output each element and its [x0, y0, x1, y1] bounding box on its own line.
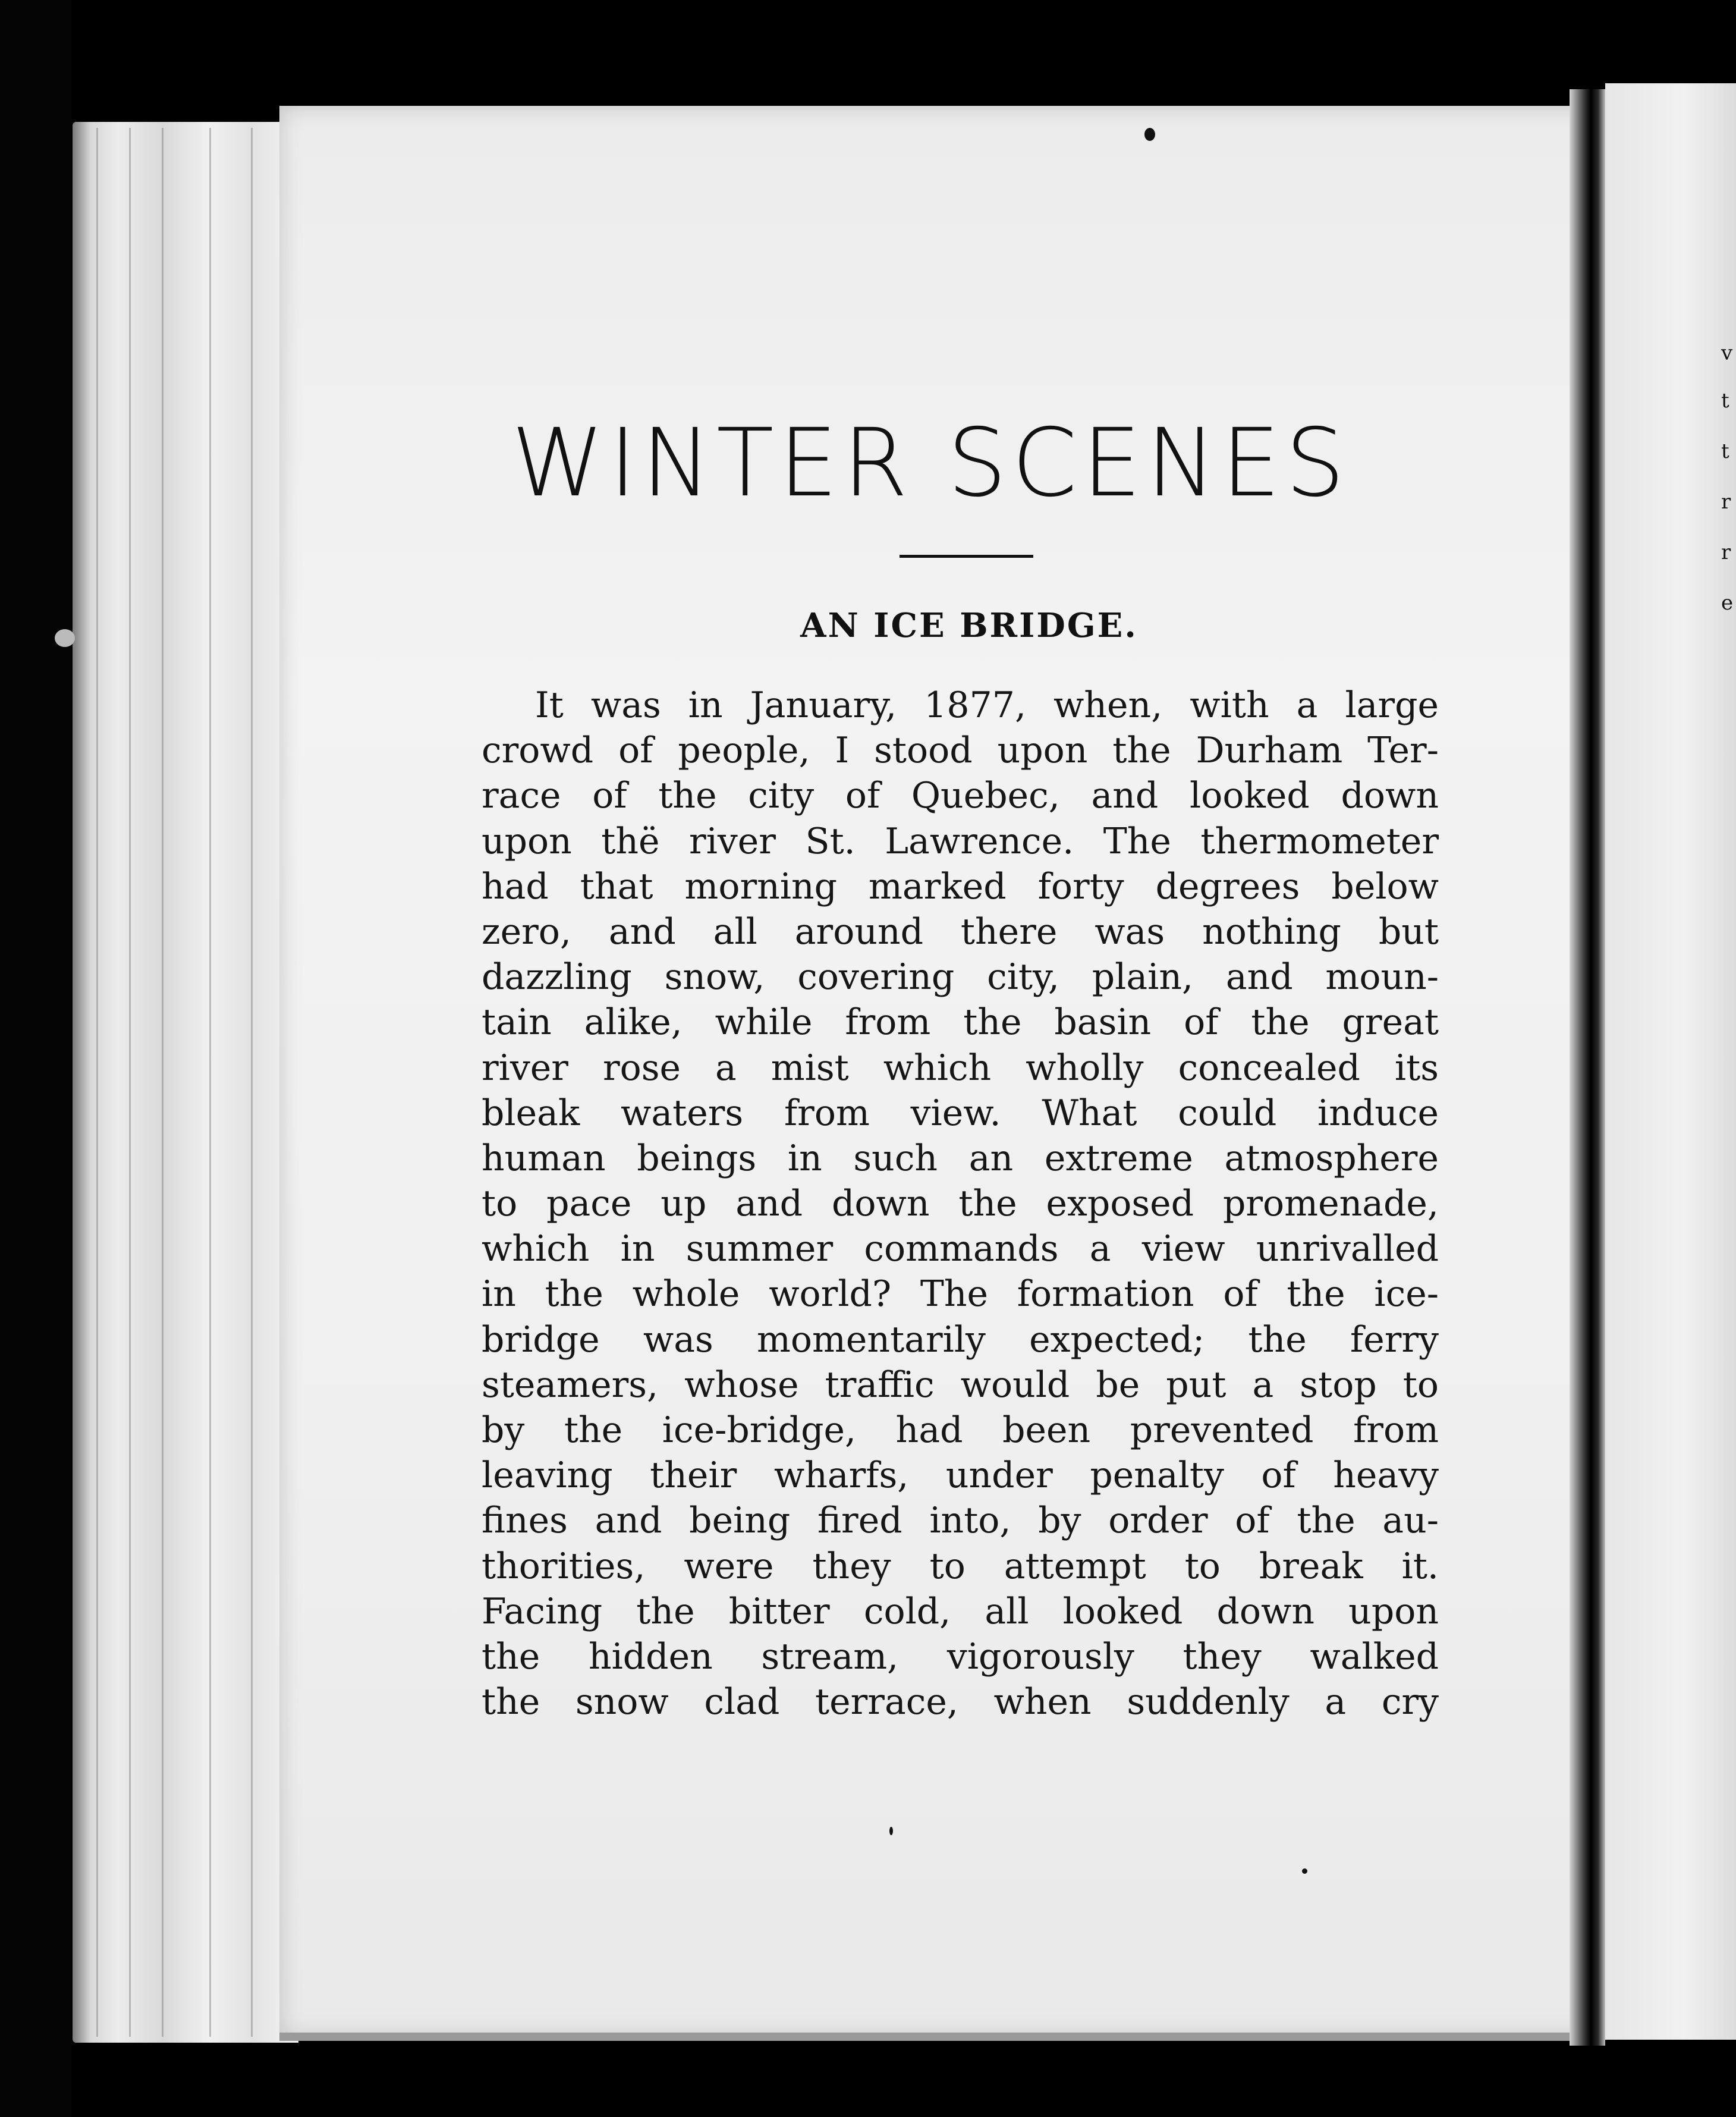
text-line: human beings in such an extreme atmosphere [482, 1137, 1439, 1179]
text-line: fines and being fired into, by order of the au- [482, 1500, 1439, 1542]
text-line: in the whole world? The formation of the ice- [482, 1273, 1439, 1315]
facing-page-fragment: t [1721, 389, 1729, 413]
text-line: which in summer commands a view unrivalled [482, 1228, 1439, 1270]
body-paragraph [482, 683, 1439, 1725]
text-line: dazzling snow, covering city, plain, and moun- [482, 956, 1439, 998]
text-line: steamers, whose traffic would be put a stop to [482, 1364, 1439, 1406]
scan-speck [1144, 128, 1155, 141]
text-line: bleak waters from view. What could induce [482, 1092, 1439, 1134]
text-line: leaving their wharfs, under penalty of heavy [482, 1455, 1439, 1497]
text-line: upon thë river St. Lawrence. The thermometer [482, 820, 1439, 862]
text-line: It was in January, 1877, when, with a large [535, 684, 1439, 726]
text-line: bridge was momentarily expected; the ferry [482, 1318, 1439, 1361]
scan-speck [55, 629, 75, 647]
text-line: tain alike, while from the basin of the great [482, 1001, 1439, 1044]
facing-page-fragment: t [1721, 439, 1729, 463]
page-bottom-edge [279, 2033, 1596, 2041]
text-line: by the ice-bridge, had been prevented from [482, 1409, 1439, 1451]
facing-page-fragment: r [1721, 490, 1731, 514]
text-line: race of the city of Quebec, and looked down [482, 775, 1439, 817]
text-line: zero, and all around there was nothing but [482, 910, 1439, 953]
text-line: river rose a mist which wholly concealed its [482, 1047, 1439, 1089]
text-line: to pace up and down the exposed promenade, [482, 1183, 1439, 1225]
section-heading: AN ICE BRIDGE. [800, 606, 1138, 645]
text-line: the snow clad terrace, when suddenly a cry [482, 1681, 1439, 1723]
text-line: had that morning marked forty degrees below [482, 865, 1439, 907]
scan-speck [1302, 1868, 1307, 1874]
facing-page-fragment: r [1721, 541, 1731, 564]
facing-page [1605, 83, 1736, 2040]
scan-background [0, 0, 71, 2117]
facing-page-fragment: e [1721, 591, 1734, 615]
title-rule [900, 555, 1033, 558]
facing-page-fragment: v [1721, 341, 1733, 365]
page-title: WINTER SCENES [511, 409, 1350, 518]
text-line: thorities, were they to attempt to break it. [482, 1545, 1439, 1587]
text-line: the hidden stream, vigorously they walked [482, 1635, 1439, 1678]
scan-speck [889, 1827, 893, 1835]
text-line: crowd of people, I stood upon the Durham Ter- [482, 730, 1439, 772]
text-line: Facing the bitter cold, all looked down upon [482, 1590, 1439, 1632]
book-gutter [1570, 89, 1605, 2046]
page-stack-edges [73, 122, 298, 2043]
